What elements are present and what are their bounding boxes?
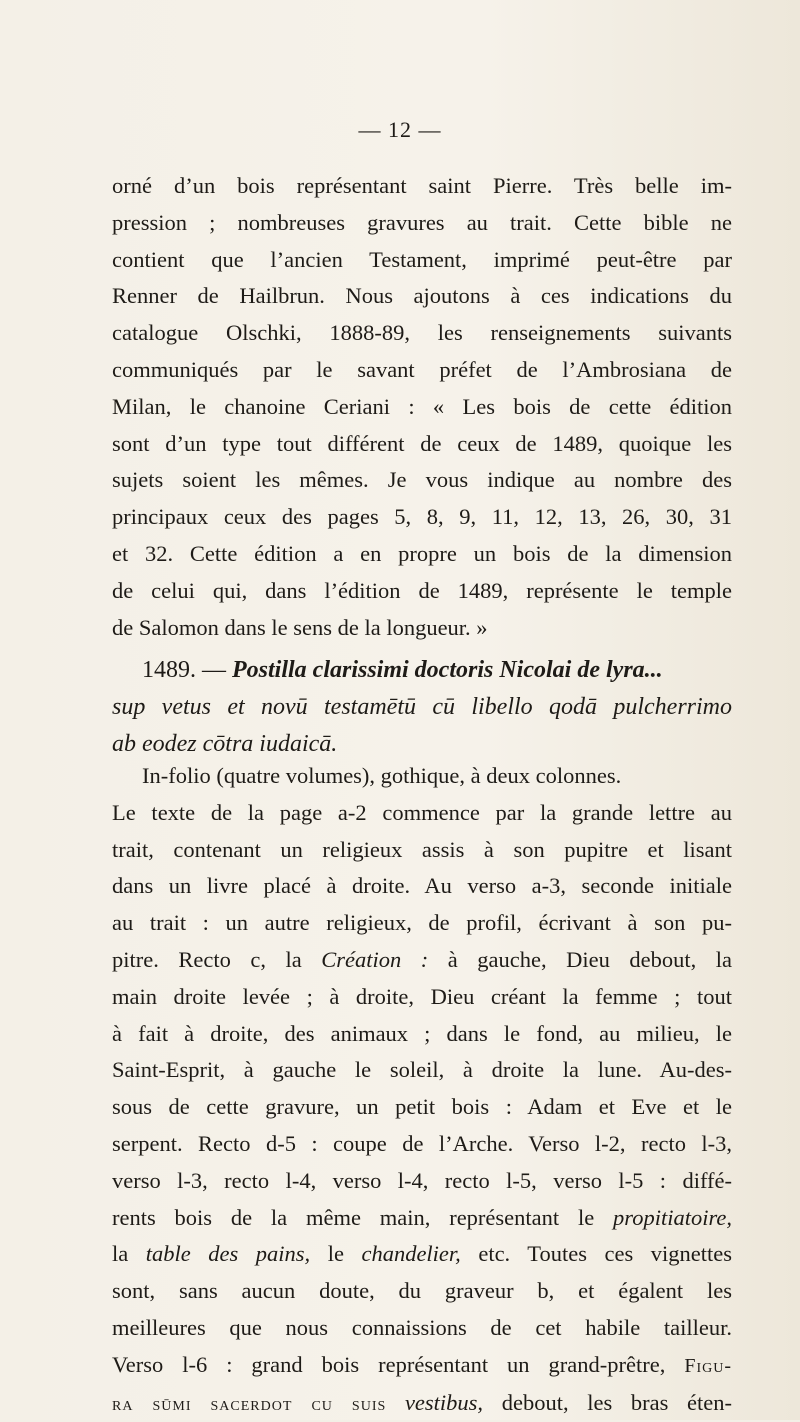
italic-run: chandelier, — [361, 1241, 461, 1267]
text-line: de Salomon dans le sens de la longueur. » — [112, 614, 488, 640]
text-line: sujets soient les mêmes. Je vous indique au nombre des — [112, 467, 732, 493]
text-line: principaux ceux des pages 5, 8, 9, 11, 12, 13, 26, 30, 31 — [112, 504, 732, 530]
text-line: meilleures que nous connaissions de cet habile tailleur. — [112, 1314, 732, 1340]
text-line: Saint-Esprit, à gauche le soleil, à droite la lune. Au-des- — [112, 1057, 732, 1083]
page-number: — 12 — — [358, 117, 442, 142]
text-line: au trait : un autre religieux, de profil, écrivant à son pu- — [112, 910, 732, 936]
entry-title-line: ab eodez cōtra iudaicā. — [112, 730, 338, 757]
text-line — [112, 1200, 732, 1237]
text-run: le — [310, 1241, 362, 1267]
text-line: pression ; nombreuses gravures au trait. Cette bible ne — [112, 209, 732, 235]
text-line: catalogue Olschki, 1888-89, les renseignements suivants — [112, 320, 732, 346]
text-run: rents bois de la même main, représentant le — [112, 1204, 614, 1230]
text-line: contient que l’ancien Testament, imprimé peut-être par — [112, 246, 732, 272]
small-caps-run: ra sūmi sacerdot cu suis — [112, 1392, 387, 1415]
entry-title-line — [112, 652, 732, 689]
text-line: serpent. Recto d-5 : coupe de l’Arche. Verso l-2, recto l-3, — [112, 1130, 732, 1156]
text-line: sous de cette gravure, un petit bois : Adam et Eve et le — [112, 1094, 732, 1120]
text-line: In-folio (quatre volumes), gothique, à deux colonnes. — [142, 763, 622, 788]
italic-run: Création : — [321, 946, 429, 972]
text-line — [112, 1347, 732, 1385]
italic-run: propitiatoire, — [613, 1204, 732, 1230]
italic-run: table des pains, — [145, 1241, 311, 1267]
text-line: à fait à droite, des animaux ; dans le fond, au milieu, le — [112, 1020, 732, 1046]
text-line: verso l-3, recto l-4, verso l-4, recto l-5, verso l-5 : diffé- — [112, 1167, 732, 1193]
text-run: debout, les bras éten- — [483, 1389, 732, 1415]
entry-year: 1489. — — [142, 657, 232, 683]
text-line: trait, contenant un religieux assis à son pupitre et lisant — [112, 836, 732, 862]
text-line: Le texte de la page a-2 commence par la grande lettre au — [112, 799, 732, 825]
text-line: sont, sans aucun doute, du graveur b, et égalent les — [112, 1278, 732, 1304]
text-line: main droite levée ; à droite, Dieu créant la femme ; tout — [112, 983, 732, 1009]
text-line: sont d’un type tout différent de ceux de 1489, quoique les — [112, 430, 732, 456]
text-line — [112, 1385, 732, 1422]
text-line: de celui qui, dans l’édition de 1489, représente le temple — [112, 577, 732, 603]
entry-title: Postilla clarissimi doctoris Nicolai de lyra... — [232, 657, 663, 683]
paragraph-ceriani-quote — [112, 168, 732, 646]
entry-heading — [112, 652, 732, 762]
text-line: et 32. Cette édition a en propre un bois de la dimension — [112, 540, 732, 566]
text-run: la — [112, 1241, 146, 1267]
text-line: Renner de Hailbrun. Nous ajoutons à ces indications du — [112, 283, 732, 309]
small-caps-run: Figu- — [684, 1354, 732, 1377]
text-line: dans un livre placé à droite. Au verso a-3, seconde initiale — [112, 873, 732, 899]
text-line: orné d’un bois représentant saint Pierre. Très belle im- — [112, 173, 732, 198]
entry-title-line: sup vetus et novū testamētū cū libello qodā pulcherrimo — [112, 693, 732, 720]
text-run: Verso l-6 : grand bois représentant un grand-prêtre, — [112, 1351, 685, 1377]
text-line: Milan, le chanoine Ceriani : « Les bois de cette édition — [112, 393, 732, 419]
text-line — [112, 942, 732, 979]
text-line — [112, 1236, 732, 1273]
paragraph-description — [112, 758, 732, 1422]
text-run: pitre. Recto c, la — [112, 946, 322, 972]
text-run: à gauche, Dieu debout, la — [428, 946, 732, 972]
italic-run: vestibus, — [386, 1389, 484, 1415]
text-line: communiqués par le savant préfet de l’Ambrosiana de — [112, 356, 732, 382]
text-run: etc. Toutes ces vignettes — [460, 1241, 732, 1267]
